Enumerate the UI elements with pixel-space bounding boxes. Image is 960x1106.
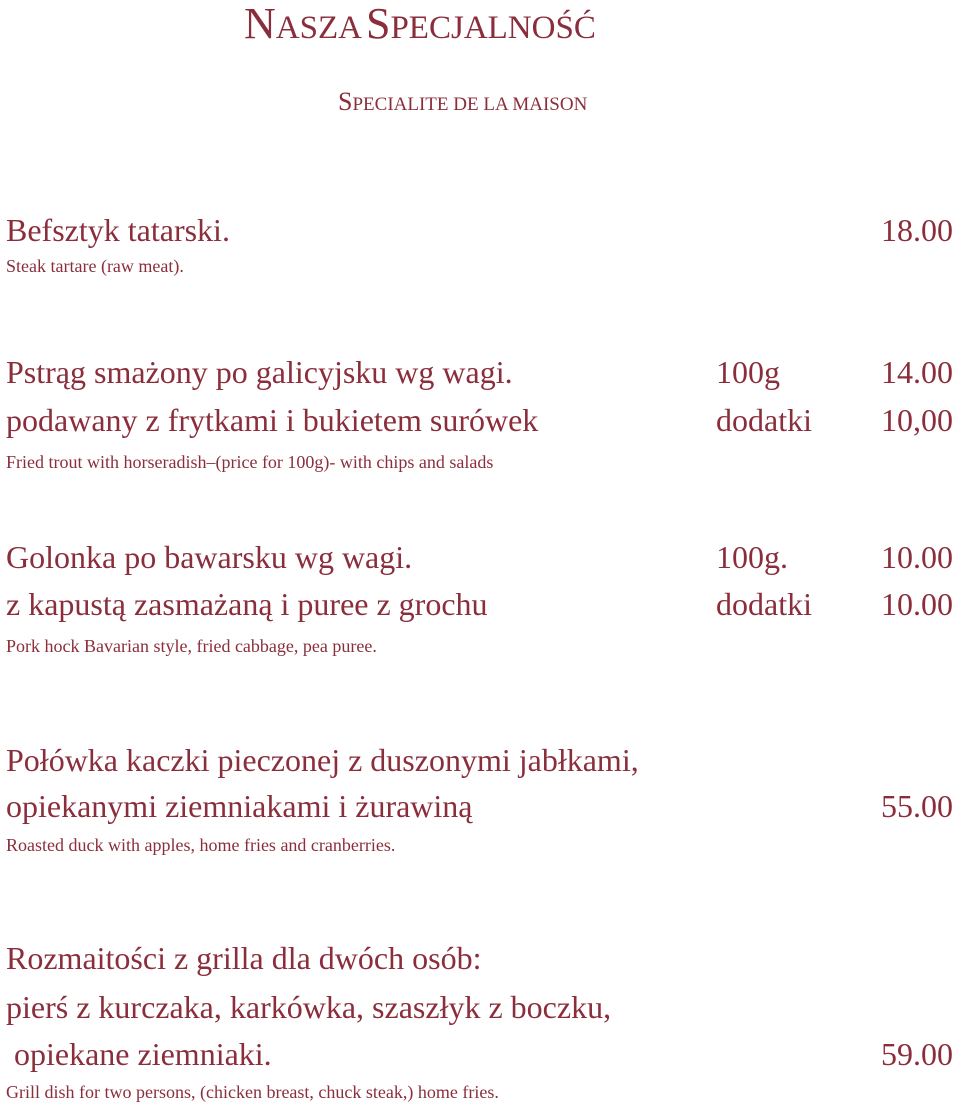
menu-item-name: Rozmaitości z grilla dla dwóch osób: [6, 940, 482, 976]
page-subtitle [338, 89, 587, 115]
menu-item-name-continued: opiekanymi ziemniakami i żurawiną [6, 788, 473, 824]
title-initial-2: S [365, 0, 391, 48]
menu-item-quantity: 100g [716, 354, 780, 390]
menu-item-name: Befsztyk tatarski. [6, 212, 230, 248]
menu-item-name: Golonka po bawarsku wg wagi. [6, 539, 413, 575]
menu-item-description: Fried trout with horseradish–(price for 100g)- with chips and salads [6, 452, 494, 472]
menu-item-price: 59.00 [881, 1036, 953, 1072]
menu-item-name-continued: opiekane ziemniaki. [6, 1036, 272, 1072]
page-title [244, 2, 596, 46]
menu-item-price: 18.00 [881, 212, 953, 248]
subtitle-initial: S [338, 87, 353, 116]
menu-item-extras-label: dodatki [716, 402, 812, 438]
title-rest-2: PECJALNOŚĆ [390, 10, 596, 46]
menu-item-name: Pstrąg smażony po galicyjsku wg wagi. [6, 354, 513, 390]
menu-item-extras-price: 10,00 [881, 402, 953, 438]
menu-item-description: Grill dish for two persons, (chicken breast, chuck steak,) home fries. [6, 1082, 499, 1102]
menu-item-quantity: 100g. [716, 539, 788, 575]
menu-item-name: Połówka kaczki pieczonej z duszonymi jabłkami, [6, 742, 639, 778]
menu-item-name-continued: podawany z frytkami i bukietem surówek [6, 402, 539, 438]
menu-item-price: 14.00 [881, 354, 953, 390]
menu-item-price: 10.00 [881, 539, 953, 575]
subtitle-rest: PECIALITE DE LA MAISON [352, 94, 588, 115]
menu-item-name-continued: pierś z kurczaka, karkówka, szaszłyk z boczku, [6, 989, 612, 1025]
menu-item-extras-price: 10.00 [881, 586, 953, 622]
menu-item-price: 55.00 [881, 788, 953, 824]
title-initial-1: N [244, 0, 276, 48]
menu-item-description: Pork hock Bavarian style, fried cabbage, pea puree. [6, 636, 377, 656]
menu-item-name-continued: z kapustą zasmażaną i puree z grochu [6, 586, 488, 622]
menu-item-description: Roasted duck with apples, home fries and cranberries. [6, 835, 396, 855]
menu-item-description: Steak tartare (raw meat). [6, 256, 184, 276]
title-rest-1: ASZA [275, 10, 362, 46]
menu-item-extras-label: dodatki [716, 586, 812, 622]
